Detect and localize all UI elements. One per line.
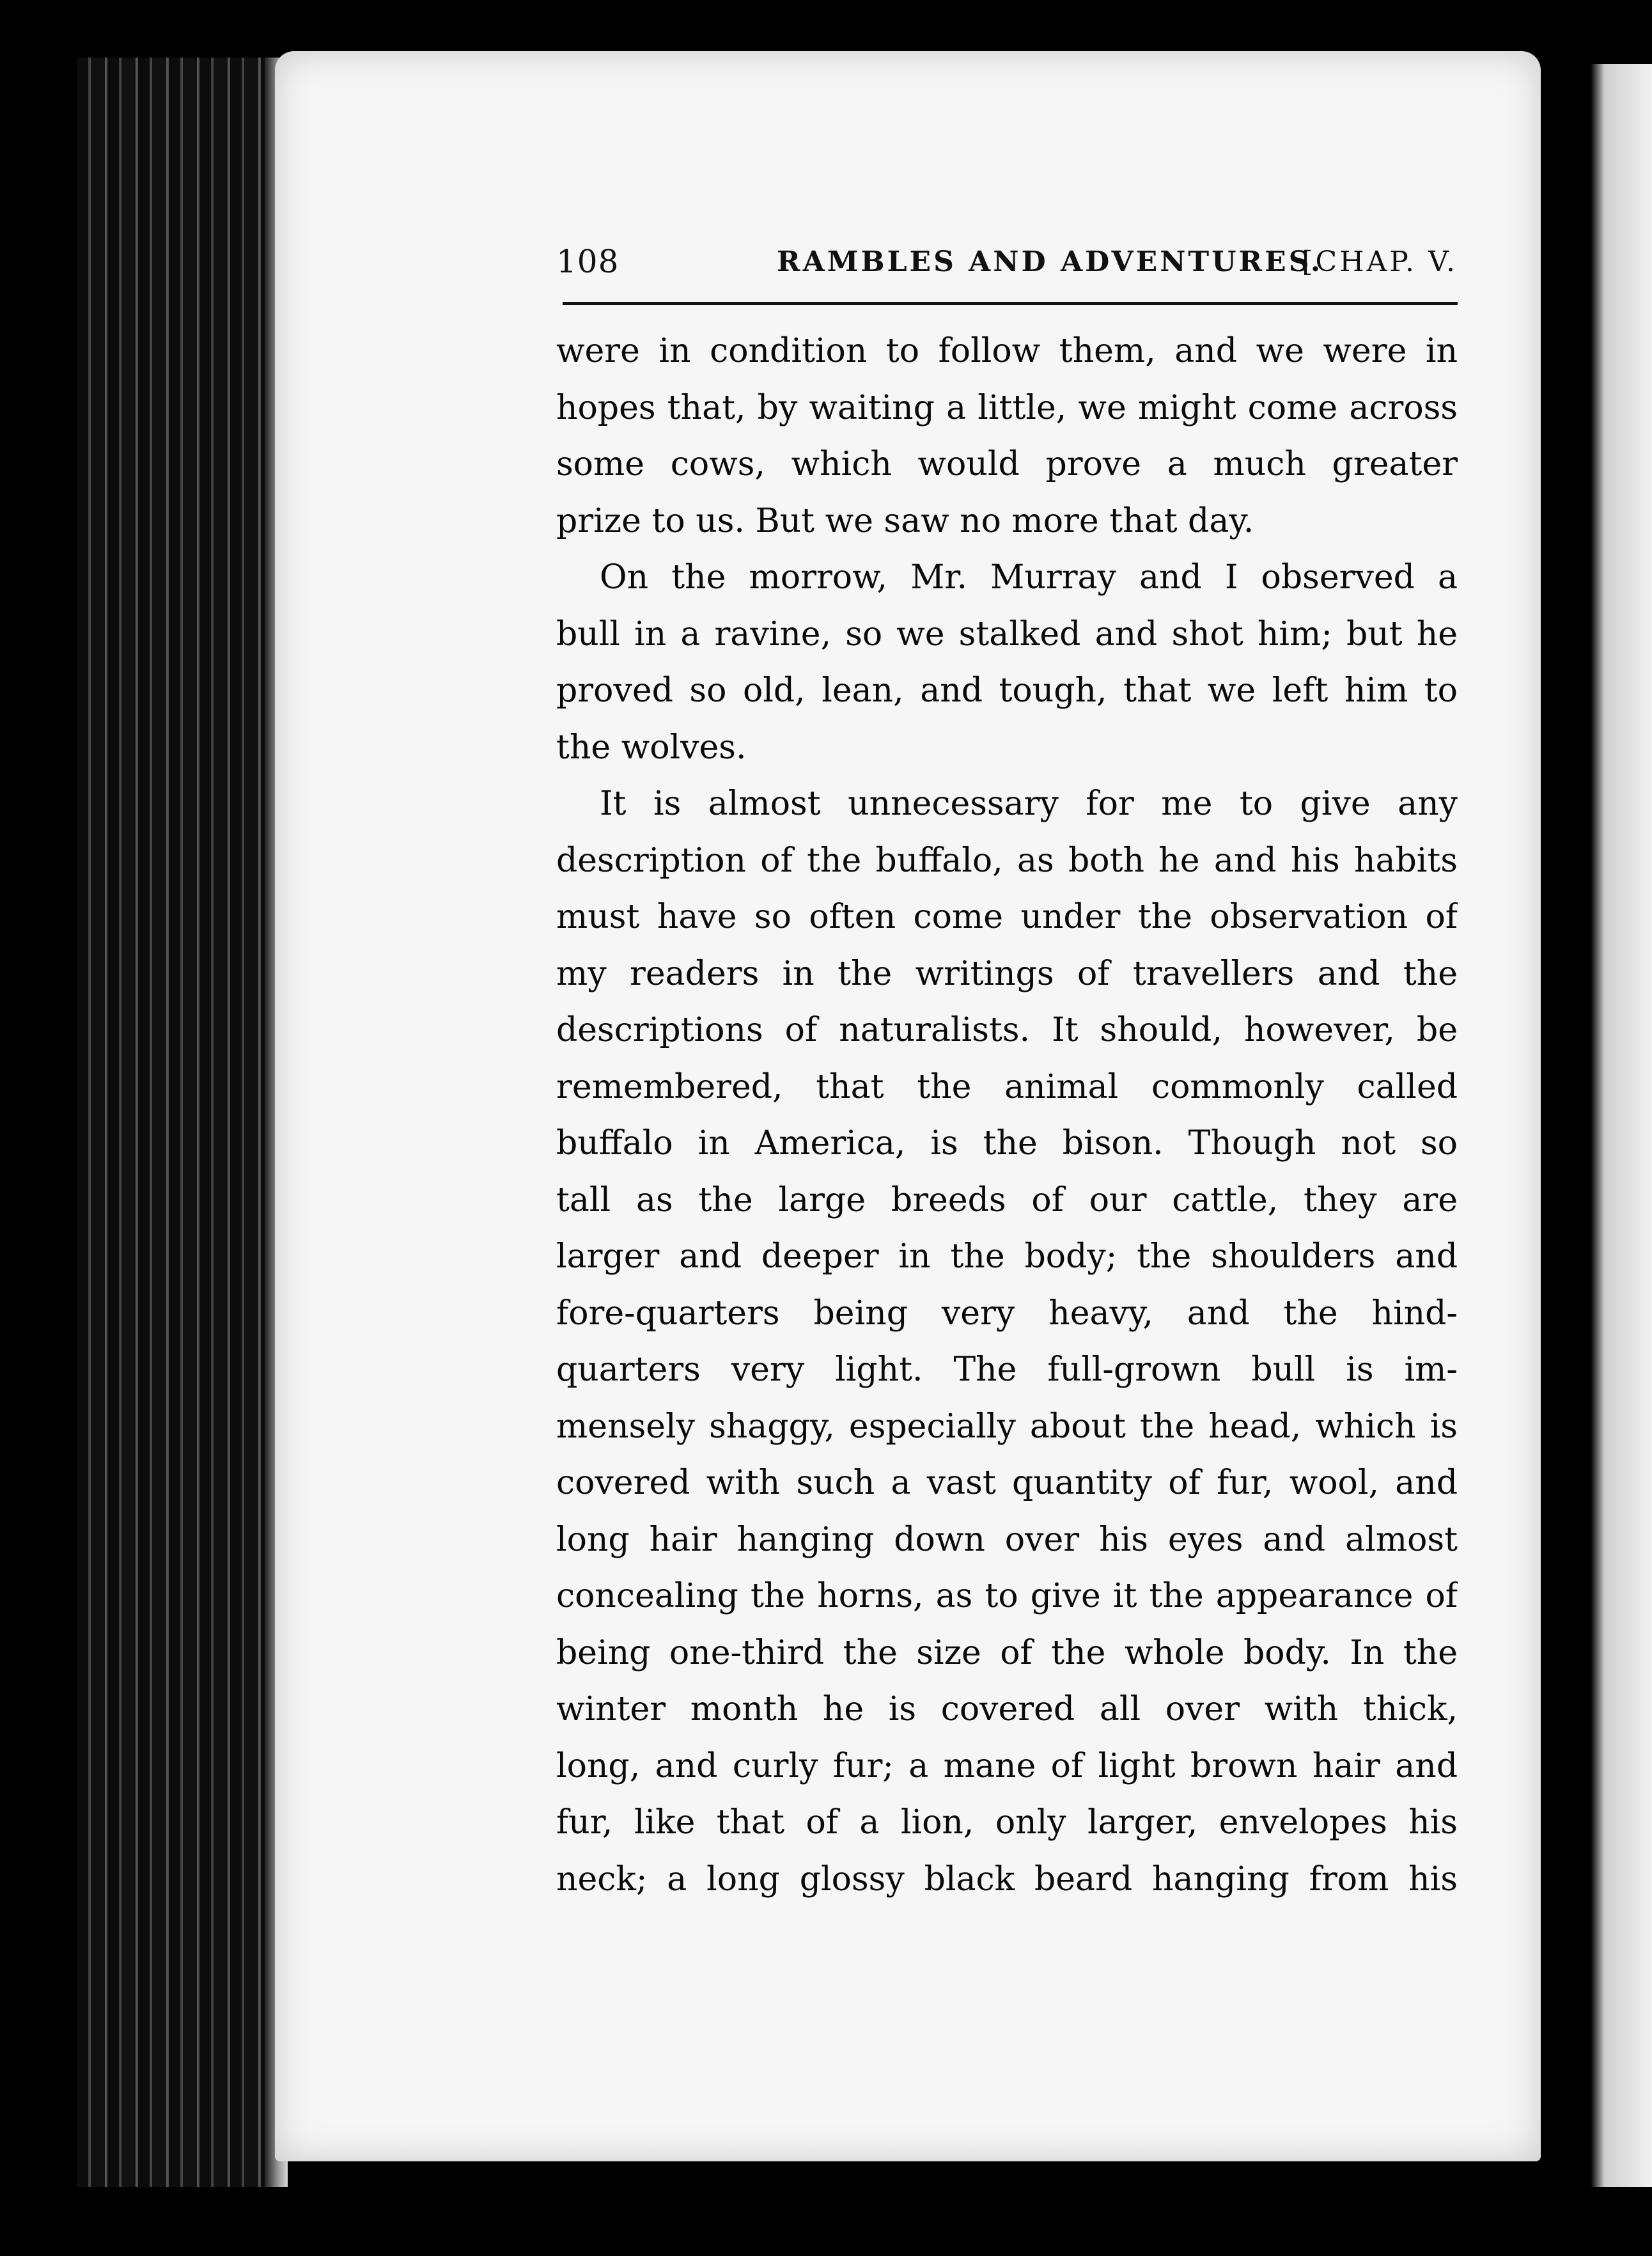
text-line: were in condition to follow them, and we were in	[556, 332, 1458, 370]
paragraph	[556, 776, 1458, 1907]
header-rule	[563, 302, 1458, 305]
paragraph	[556, 549, 1458, 776]
text-line: tall as the large breeds of our cattle, they are	[556, 1180, 1458, 1219]
text-line: fore-quarters being very heavy, and the hind-	[556, 1294, 1458, 1333]
text-line: the wolves.	[556, 728, 747, 767]
text-line: must have so often come under the observation of	[556, 898, 1458, 936]
text-line: It is almost unnecessary for me to give any	[600, 785, 1458, 823]
text-line: quarters very light. The full-grown bull is im-	[556, 1351, 1458, 1389]
text-line: hopes that, by waiting a little, we might come across	[556, 388, 1458, 427]
text-line: fur, like that of a lion, only larger, envelopes his	[556, 1803, 1458, 1842]
text-line: being one-third the size of the whole body. In the	[556, 1633, 1458, 1672]
text-line: prize to us. But we saw no more that day.	[556, 501, 1254, 540]
text-line: my readers in the writings of travellers and the	[556, 954, 1458, 993]
facing-page-edge	[1579, 64, 1652, 2187]
text-line: some cows, which would prove a much greater	[556, 445, 1458, 483]
paragraph	[556, 323, 1458, 549]
stacked-page-edges	[77, 58, 288, 2187]
text-line: long hair hanging down over his eyes and almost	[556, 1520, 1458, 1559]
text-line: winter month he is covered all over with thick,	[556, 1690, 1458, 1728]
text-line: description of the buffalo, as both he and his habits	[556, 841, 1458, 880]
text-line: buffalo in America, is the bison. Though not so	[556, 1124, 1458, 1163]
page-number: 108	[556, 243, 620, 280]
text-line: larger and deeper in the body; the shoulders and	[556, 1237, 1458, 1276]
text-line: On the morrow, Mr. Murray and I observed a	[600, 558, 1458, 597]
text-line: bull in a ravine, so we stalked and shot him; but he	[556, 615, 1458, 654]
text-line: long, and curly fur; a mane of light brown hair and	[556, 1746, 1458, 1785]
running-head-title: RAMBLES AND ADVENTURES.	[777, 246, 1323, 278]
text-line: concealing the horns, as to give it the appearance of	[556, 1577, 1458, 1615]
text-line: remembered, that the animal commonly called	[556, 1067, 1458, 1106]
text-line: mensely shaggy, especially about the head, which is	[556, 1407, 1458, 1446]
text-line: covered with such a vast quantity of fur, wool, and	[556, 1464, 1458, 1502]
text-line: neck; a long glossy black beard hanging from his	[556, 1860, 1458, 1899]
text-line: descriptions of naturalists. It should, however, be	[556, 1011, 1458, 1049]
text-line: proved so old, lean, and tough, that we left him to	[556, 671, 1458, 710]
body-text	[556, 323, 1458, 1907]
chapter-label: [CHAP. V.	[1302, 246, 1458, 278]
running-head	[556, 243, 1458, 294]
